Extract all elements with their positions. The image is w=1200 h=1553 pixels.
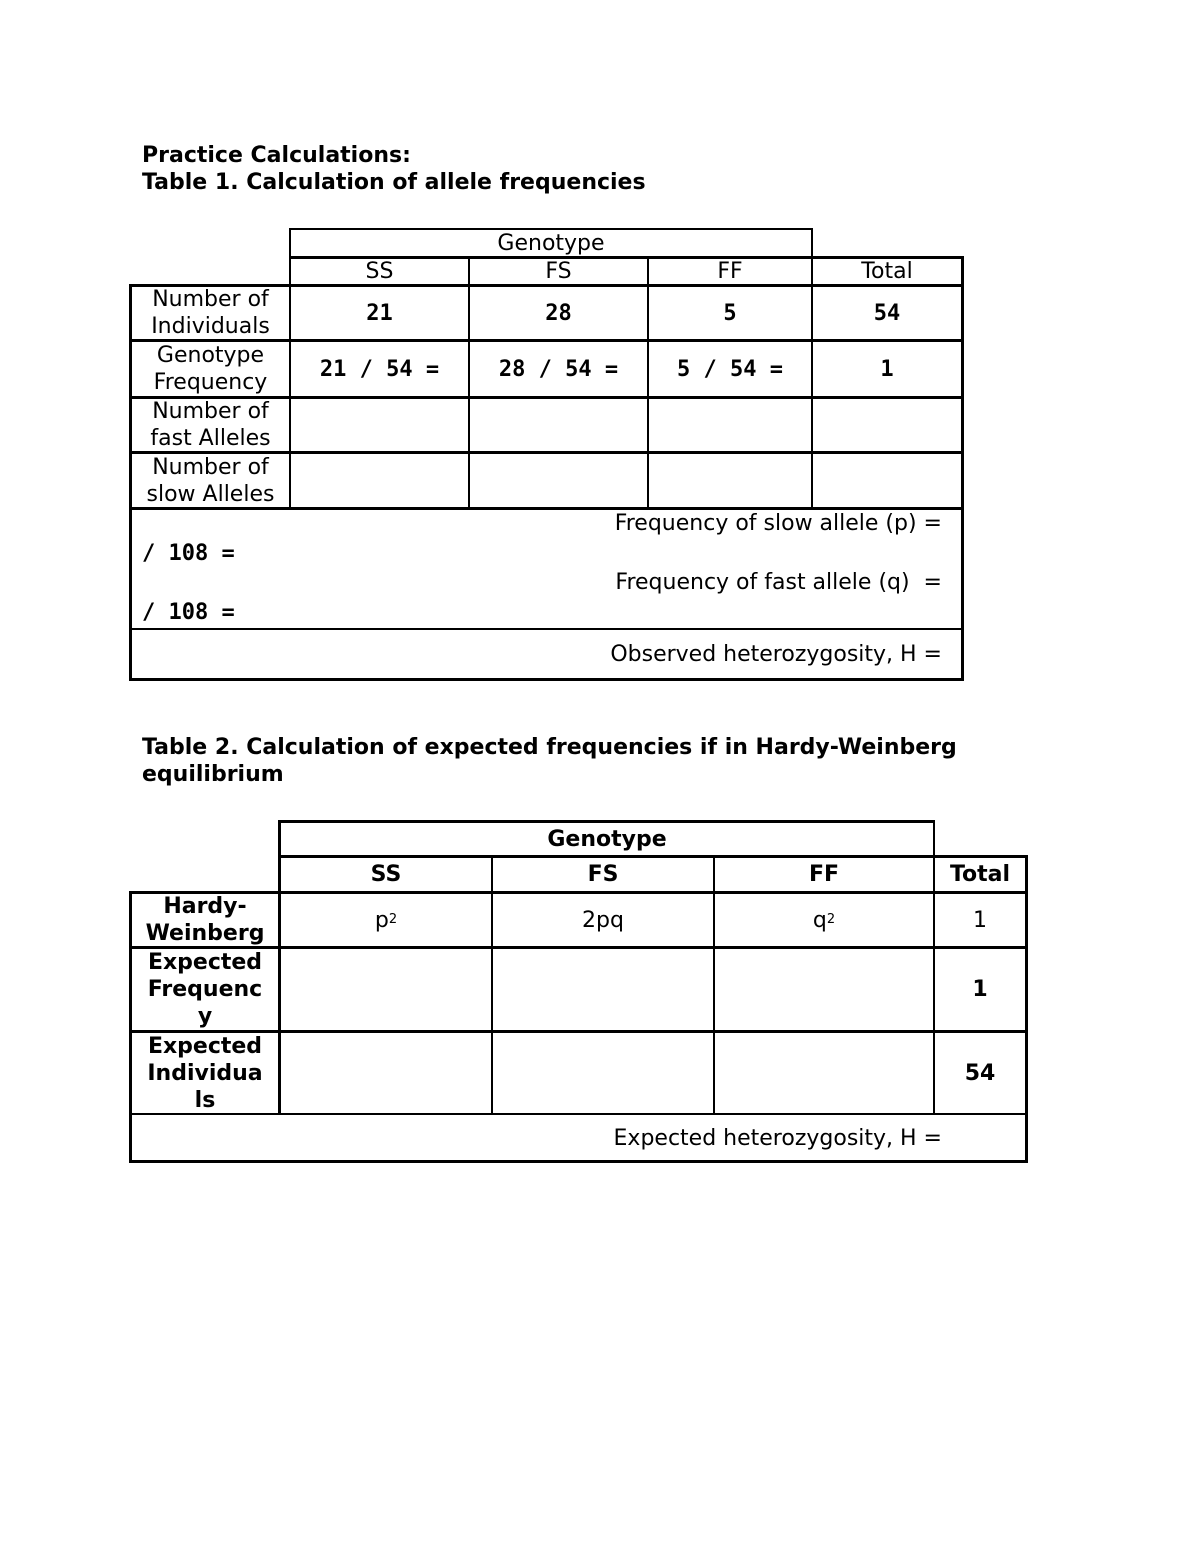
- table2-expected-h-label: Expected heterozygosity, H =: [613, 1126, 942, 1151]
- table1-row-label-individuals: Number of Individuals: [151, 287, 270, 339]
- table1-row-label-genotype-frequency: Genotype Frequency: [153, 343, 268, 395]
- table2-col-total: Total: [949, 862, 1011, 887]
- table2-expected-frequency-total: 1: [972, 977, 988, 1002]
- table2-col-ss: SS: [370, 862, 402, 887]
- table2-hw-ss: p 2: [374, 907, 398, 933]
- table1-freq-fast-denominator: / 108 =: [142, 600, 235, 625]
- table1-col-fs: FS: [545, 259, 572, 284]
- table1-frequency-total: 1: [880, 356, 894, 382]
- table2-title-line1: Table 2. Calculation of expected frequencies if in Hardy-Weinberg: [142, 735, 957, 760]
- table1-individuals-ss: 21: [366, 300, 393, 326]
- table2-col-fs: FS: [587, 862, 619, 887]
- table1-frequency-ff: 5 / 54 =: [677, 356, 783, 382]
- table1-individuals-ff: 5: [723, 300, 737, 326]
- table2-hw-ff: q 2: [812, 907, 836, 933]
- table1-row-label-fast-alleles: Number of fast Alleles: [150, 399, 271, 451]
- table2-row-label-expected-individuals: Expected Individua ls: [147, 1033, 263, 1113]
- table2-hw-total: 1: [973, 907, 987, 933]
- table1-frequency-fs: 28 / 54 =: [498, 356, 619, 382]
- page-heading: Practice Calculations:: [142, 143, 411, 168]
- table2-row-label-expected-frequency: Expected Frequenc y: [147, 950, 263, 1029]
- table1-freq-slow-label: Frequency of slow allele (p) =: [614, 511, 942, 536]
- table2-row-label-hardy-weinberg: Hardy- Weinberg: [145, 894, 265, 946]
- table1-title: Table 1. Calculation of allele frequencies: [142, 170, 646, 195]
- table1-col-total: Total: [861, 259, 913, 284]
- table2-title-line2: equilibrium: [142, 762, 284, 787]
- table2-genotype-header: Genotype: [547, 826, 667, 852]
- table1-observed-h-label: Observed heterozygosity, H =: [610, 642, 942, 667]
- table2-hw-fs: 2pq: [582, 907, 624, 933]
- table1-genotype-header: Genotype: [497, 230, 605, 256]
- table1-row-label-slow-alleles: Number of slow Alleles: [146, 454, 275, 507]
- table1-individuals-total: 54: [873, 300, 901, 326]
- table1-individuals-fs: 28: [545, 300, 572, 326]
- table1-freq-slow-denominator: / 108 =: [142, 541, 235, 566]
- table1-col-ss: SS: [365, 259, 394, 284]
- table1-freq-fast-label: Frequency of fast allele (q) =: [615, 570, 942, 595]
- table1-col-ff: FF: [717, 259, 743, 284]
- table2-col-ff: FF: [808, 862, 840, 887]
- table1-frequency-ss: 21 / 54 =: [319, 356, 440, 382]
- table2-expected-individuals-total: 54: [964, 1060, 996, 1086]
